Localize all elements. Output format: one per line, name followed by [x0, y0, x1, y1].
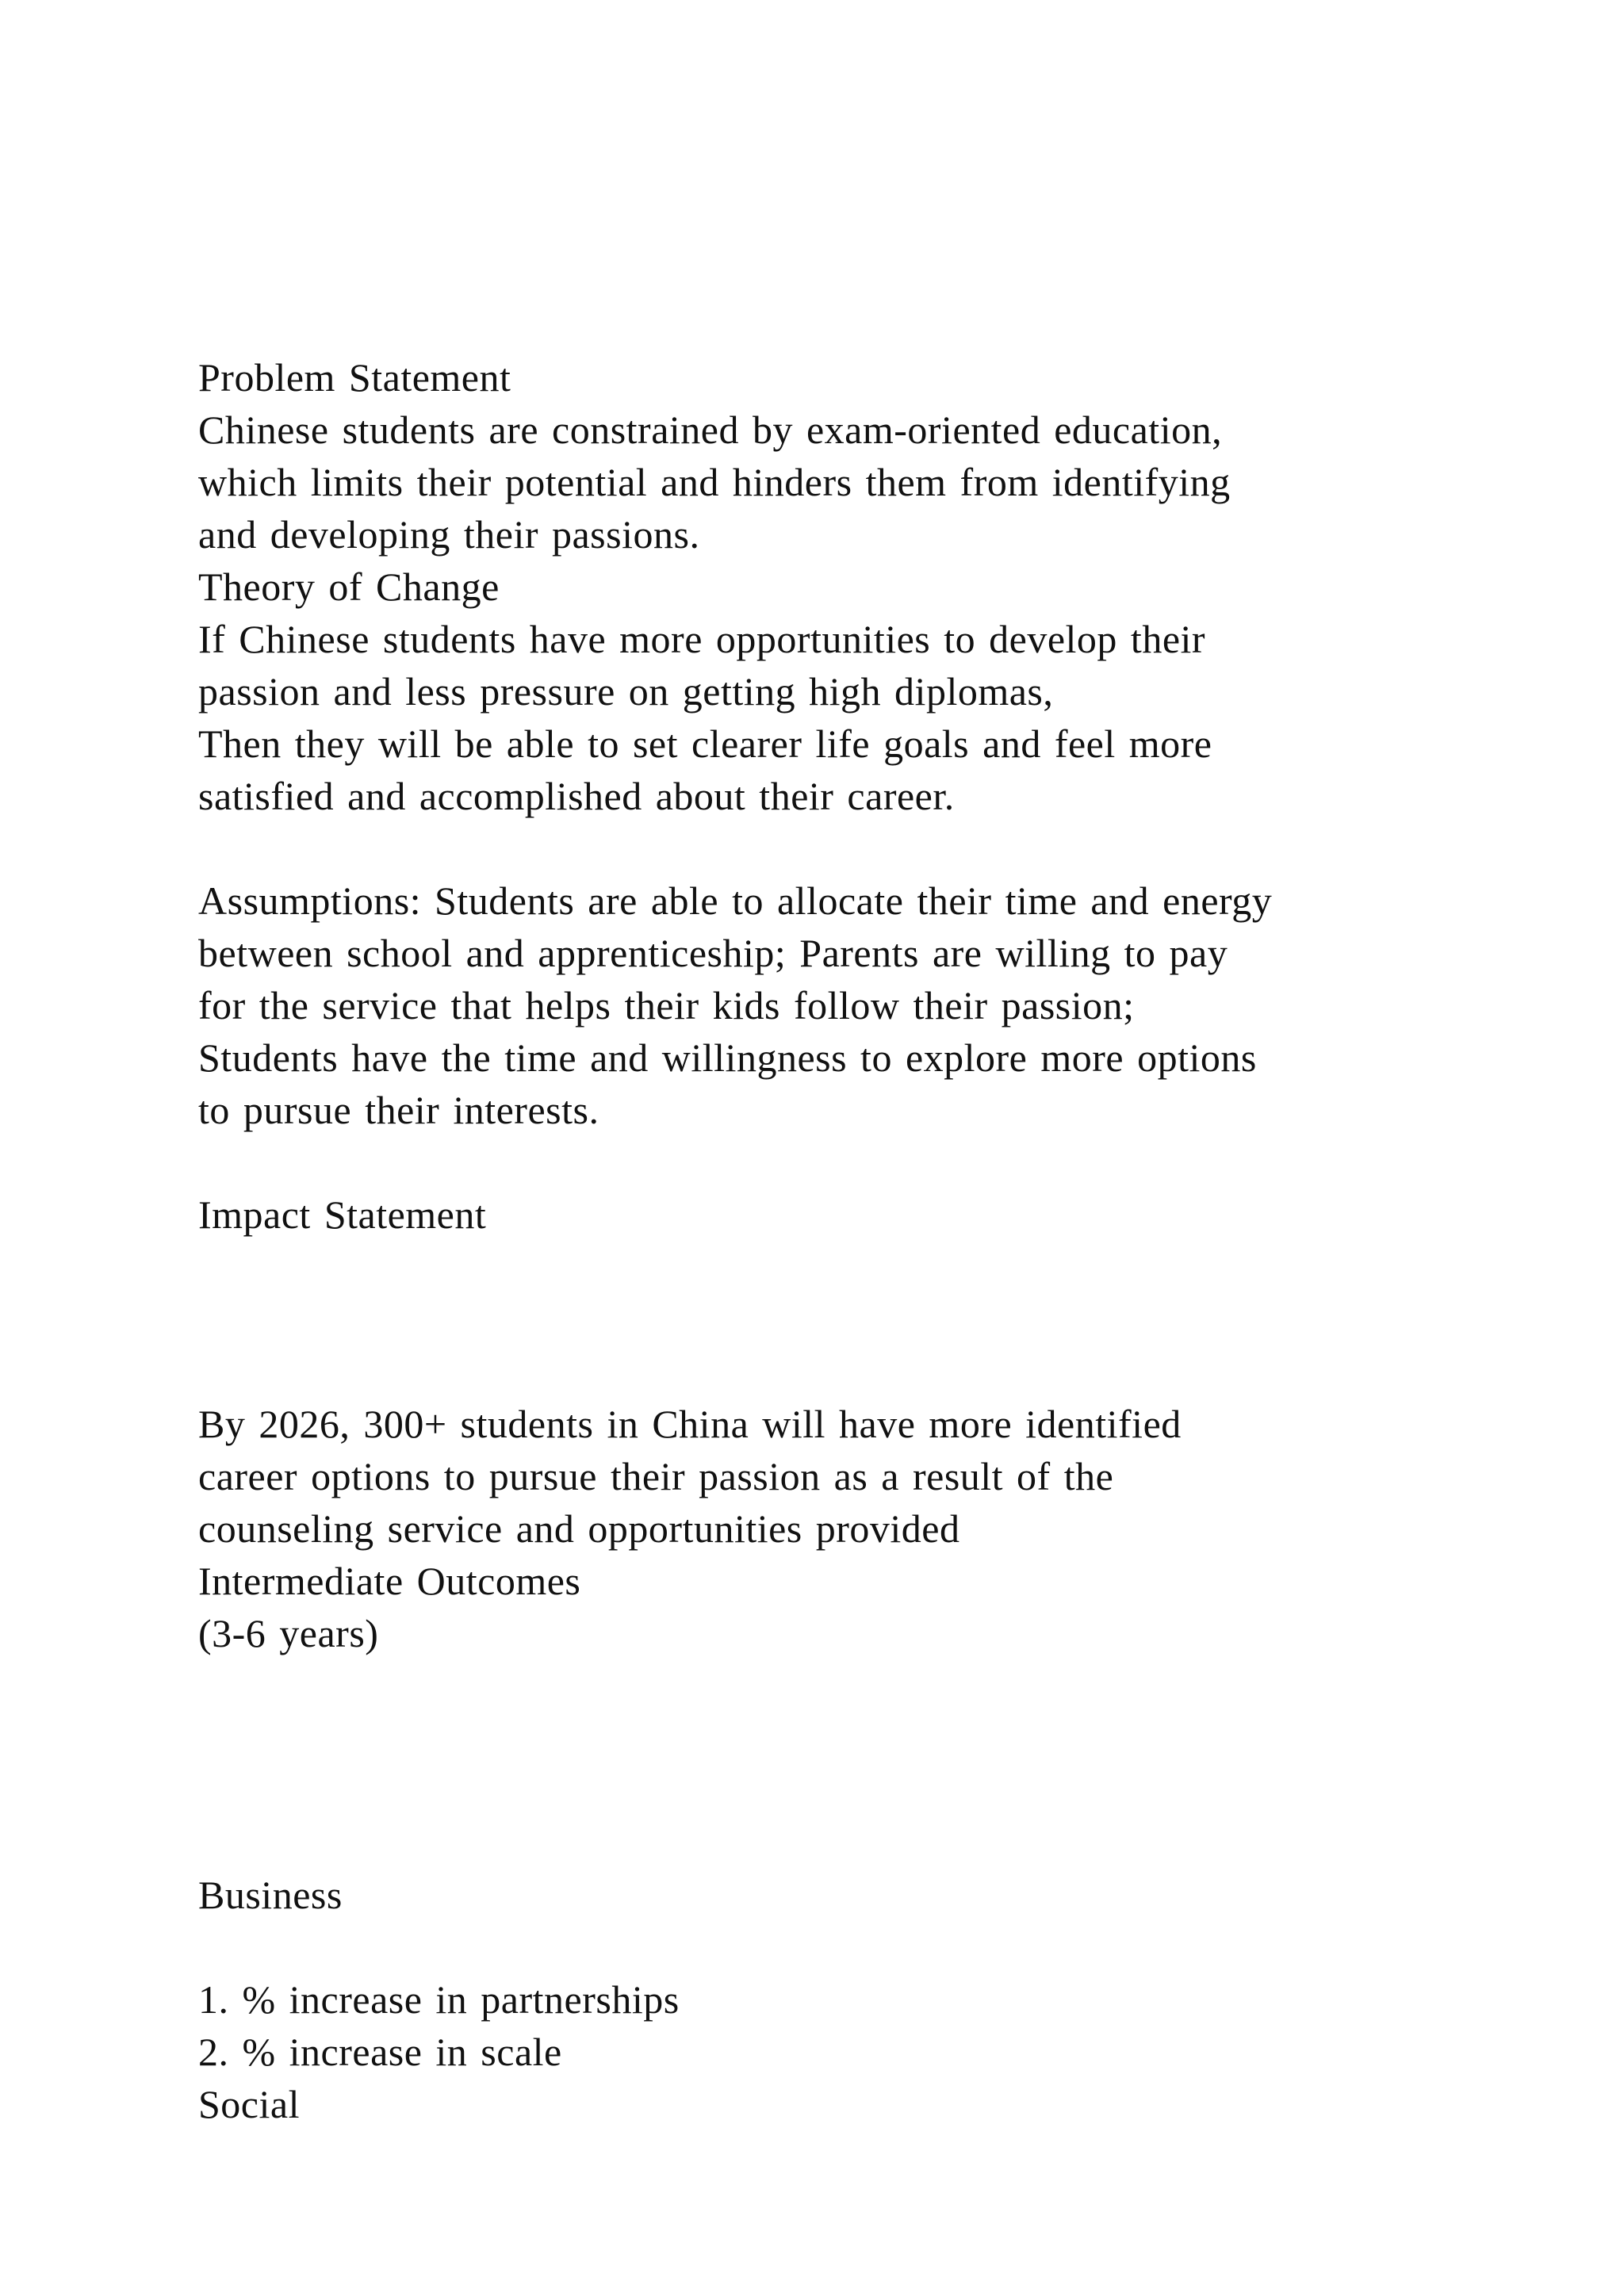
spacer — [198, 1136, 1546, 1188]
impact-statement-line: career options to pursue their passion as a result of the — [198, 1454, 1114, 1498]
business-item: 2. % increase in scale — [198, 2030, 562, 2074]
intermediate-outcomes-timeframe: (3-6 years) — [198, 1611, 379, 1655]
social-heading: Social — [198, 2082, 300, 2126]
theory-of-change-line: Then they will be able to set clearer life goals and feel more — [198, 721, 1212, 766]
theory-of-change-line: satisfied and accomplished about their career. — [198, 774, 955, 818]
spacer — [198, 822, 1546, 874]
problem-statement-line: and developing their passions. — [198, 512, 700, 557]
document-body — [198, 351, 1546, 2130]
spacer — [198, 1659, 1546, 1869]
intermediate-outcomes-heading: Intermediate Outcomes — [198, 1559, 581, 1603]
impact-statement-line: counseling service and opportunities provided — [198, 1506, 960, 1551]
impact-statement-line: By 2026, 300+ students in China will have more identified — [198, 1402, 1182, 1446]
theory-of-change-line: passion and less pressure on getting high diplomas, — [198, 669, 1054, 714]
assumptions-line: Assumptions: Students are able to allocate their time and energy — [198, 878, 1273, 923]
problem-statement-line: Chinese students are constrained by exam-oriented education, — [198, 408, 1223, 452]
business-heading: Business — [198, 1873, 343, 1917]
business-item: 1. % increase in partnerships — [198, 1977, 680, 2022]
assumptions-line: for the service that helps their kids follow their passion; — [198, 983, 1135, 1027]
spacer — [198, 1241, 1546, 1398]
assumptions-line: Students have the time and willingness to explore more options — [198, 1035, 1257, 1080]
theory-of-change-heading: Theory of Change — [198, 564, 500, 609]
spacer — [198, 1921, 1546, 1973]
problem-statement-heading: Problem Statement — [198, 355, 511, 400]
theory-of-change-line: If Chinese students have more opportunities to develop their — [198, 617, 1206, 661]
problem-statement-line: which limits their potential and hinders them from identifying — [198, 460, 1231, 504]
assumptions-line: to pursue their interests. — [198, 1088, 599, 1132]
impact-statement-heading: Impact Statement — [198, 1192, 487, 1237]
assumptions-line: between school and apprenticeship; Parents are willing to pay — [198, 931, 1228, 975]
